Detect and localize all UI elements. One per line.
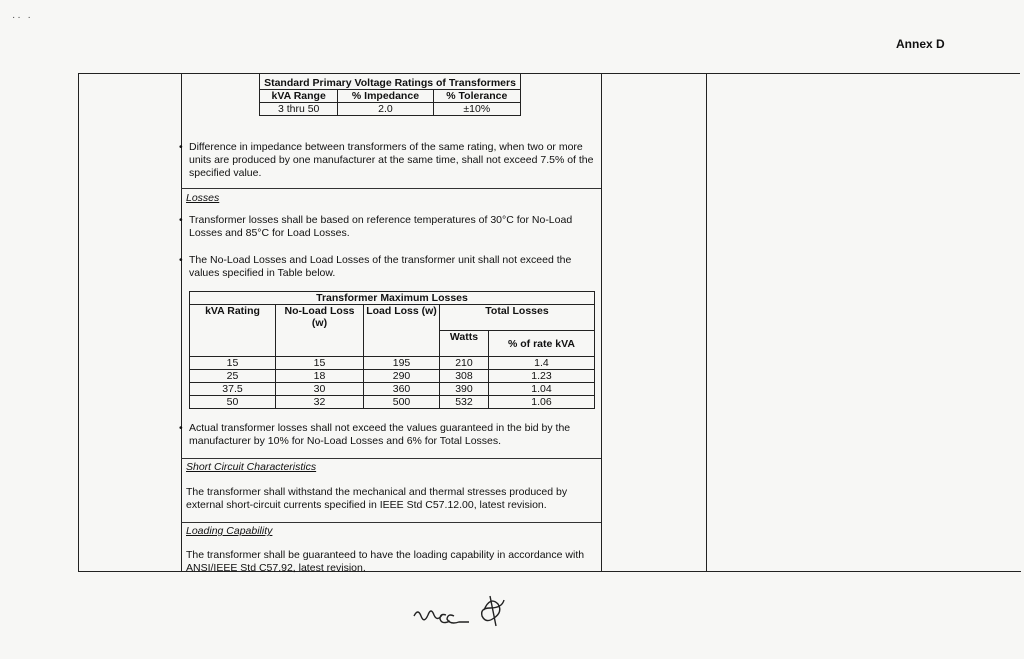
cell-watts: 532	[440, 396, 489, 409]
losses-header-pct: % of rate kVA	[488, 331, 594, 357]
column-divider-3	[706, 73, 707, 572]
cell-pct: 1.23	[488, 370, 594, 383]
table-row	[190, 370, 595, 383]
cell-noload: 18	[276, 370, 364, 383]
annex-label: Annex D	[896, 37, 945, 51]
transformer-losses-table	[189, 291, 595, 409]
column-divider-2	[601, 73, 602, 572]
losses-heading: Losses	[186, 192, 220, 204]
losses-table-title: Transformer Maximum Losses	[190, 292, 595, 305]
cell-kva: 50	[190, 396, 276, 409]
cell-load: 195	[364, 357, 440, 370]
voltage-header-impedance: % Impedance	[338, 90, 433, 103]
cell-noload: 30	[276, 383, 364, 396]
voltage-cell-impedance: 2.0	[338, 103, 433, 116]
cell-kva: 25	[190, 370, 276, 383]
losses-bullet-temperatures: • Transformer losses shall be based on reference temperatures of 30°C for No-Load Losses and 85°C for Load Losses.	[189, 214, 597, 240]
impedance-bullet: • Difference in impedance between transformers of the same rating, when two or more units are produced by one manufacturer at the same time, shall not exceed 7.5% of the specified value.	[189, 141, 597, 180]
table-row	[190, 357, 595, 370]
table-row	[190, 396, 595, 409]
loading-text: The transformer shall be guaranteed to have the loading capability in accordance with ANSI/IEEE Std C57.92, latest revision.	[186, 549, 585, 574]
short-circuit-text: The transformer shall withstand the mechanical and thermal stresses produced by external short-circuit currents specified in IEEE Std C57.12.00, latest revision.	[186, 486, 568, 511]
cell-pct: 1.04	[488, 383, 594, 396]
loading-heading: Loading Capability	[186, 525, 273, 537]
cell-pct: 1.4	[488, 357, 594, 370]
cell-noload: 32	[276, 396, 364, 409]
voltage-cell-kva: 3 thru 50	[260, 103, 338, 116]
cell-pct: 1.06	[488, 396, 594, 409]
voltage-ratings-table	[259, 73, 521, 116]
cell-watts: 390	[440, 383, 489, 396]
scan-specks: ·· ·	[12, 12, 33, 23]
rule-after-impedance	[181, 188, 601, 189]
losses-header-load: Load Loss (w)	[364, 305, 440, 357]
losses-header-noload: No-Load Loss (w)	[276, 305, 364, 357]
cell-kva: 37.5	[190, 383, 276, 396]
losses-header-total: Total Losses	[440, 305, 595, 331]
voltage-header-tolerance: % Tolerance	[433, 90, 520, 103]
losses-header-kva: kVA Rating	[190, 305, 276, 357]
voltage-header-kva: kVA Range	[260, 90, 338, 103]
rule-after-short-circuit	[181, 522, 601, 523]
table-row	[190, 383, 595, 396]
cell-watts: 210	[440, 357, 489, 370]
cell-load: 360	[364, 383, 440, 396]
cell-watts: 308	[440, 370, 489, 383]
voltage-cell-tolerance: ±10%	[433, 103, 520, 116]
losses-header-watts: Watts	[440, 331, 489, 357]
losses-bullet-table-ref: • The No-Load Losses and Load Losses of the transformer unit shall not exceed the values specified in Table below.	[189, 254, 597, 280]
rule-after-losses	[181, 458, 601, 459]
voltage-table-title: Standard Primary Voltage Ratings of Transformers	[260, 74, 521, 90]
handwritten-initials	[410, 590, 520, 634]
short-circuit-heading: Short Circuit Characteristics	[186, 461, 317, 473]
losses-bullet-actual: • Actual transformer losses shall not exceed the values guaranteed in the bid by the manufacturer by 10% for No-Load Losses and 6% for Total Losses.	[189, 422, 597, 448]
cell-noload: 15	[276, 357, 364, 370]
cell-kva: 15	[190, 357, 276, 370]
cell-load: 500	[364, 396, 440, 409]
cell-load: 290	[364, 370, 440, 383]
